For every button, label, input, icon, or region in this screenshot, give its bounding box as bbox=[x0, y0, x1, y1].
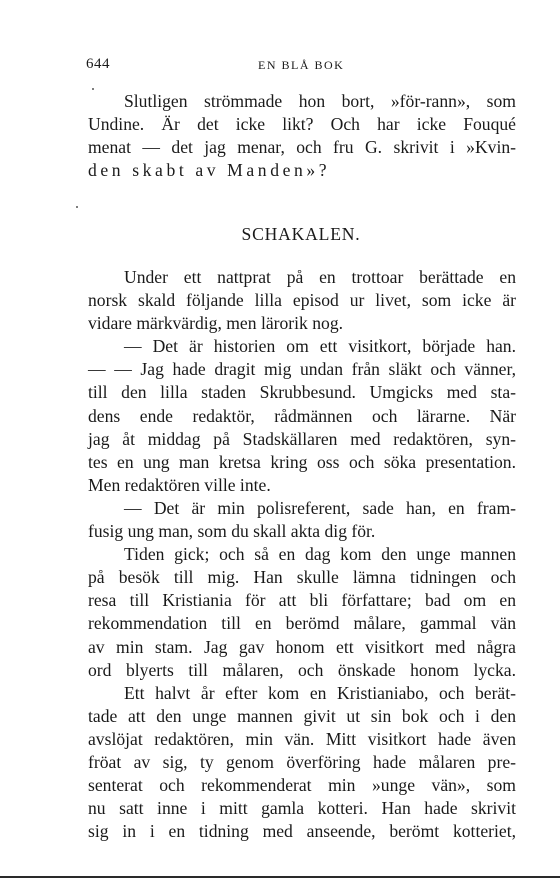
page-bottom-edge bbox=[0, 876, 560, 878]
chapter-title: SCHAKALEN. bbox=[241, 224, 361, 244]
print-speck bbox=[76, 206, 78, 208]
text-line: vidare märkvärdig, men lärorik nog. bbox=[88, 313, 344, 334]
text-line: norsk skald följande lilla episod ur livet, som icke är bbox=[88, 290, 516, 311]
text-line: på besök till mig. Han skulle lämna tidningen och bbox=[88, 567, 516, 588]
running-title: EN BLÅ BOK bbox=[258, 58, 345, 72]
passage-undine bbox=[88, 90, 516, 182]
text-line: tes en ung man kretsa kring oss och söka presentation. bbox=[88, 451, 516, 472]
text-line: nu satt inne i mitt gamla kotteri. Han hade skrivit bbox=[88, 798, 516, 819]
text-line: Slutligen strömmade hon bort, »för-rann», som bbox=[124, 91, 516, 111]
passage-schakalen bbox=[88, 266, 516, 843]
text-line: jag åt middag på Stadskällaren med redaktören, syn- bbox=[88, 428, 516, 449]
text-line: rekommendation till en berömd målare, gammal vän bbox=[88, 613, 516, 634]
page-header bbox=[0, 56, 560, 76]
text-line: resa till Kristiania för att bli författare; bad om en bbox=[88, 590, 516, 611]
text-line: fusig ung man, som du skall akta dig för. bbox=[88, 521, 376, 542]
text-line: Tiden gick; och så en dag kom den unge mannen bbox=[124, 544, 516, 565]
text-line: Ett halvt år efter kom en Kristianiabo, och berät- bbox=[124, 682, 516, 703]
text-line: avslöjat redaktören, min vän. Mitt visitkort hade även bbox=[88, 728, 516, 749]
text-line: ord blyerts till målaren, och önskade honom lycka. bbox=[88, 659, 516, 680]
text-line: — — Jag hade dragit mig undan från släkt och vänner, bbox=[88, 359, 516, 380]
text-line: — Det är historien om ett visitkort, började han. bbox=[124, 336, 516, 357]
print-speck bbox=[92, 88, 94, 90]
text-line: senterat och rekommenderat min »unge vän», som bbox=[88, 775, 516, 796]
text-line: Under ett nattprat på en trottoar berättade en bbox=[124, 267, 516, 287]
text-line: av min stam. Jag gav honom ett visitkort med några bbox=[88, 636, 516, 657]
text-line: den skabt av Manden»? bbox=[88, 160, 331, 181]
text-line: till den lilla staden Skrubbesund. Umgicks med sta- bbox=[88, 382, 516, 403]
text-line: fröat av sig, ty genom överföring hade målaren pre- bbox=[88, 751, 516, 772]
text-line: tade att den unge mannen givit ut sin bok och i den bbox=[88, 705, 516, 726]
text-line: sig in i en tidning med anseende, berömt kotteriet, bbox=[88, 821, 516, 842]
page-number: 644 bbox=[86, 56, 110, 72]
text-line: — Det är min polisreferent, sade han, en fram- bbox=[124, 497, 516, 518]
text-line: Men redaktören ville inte. bbox=[88, 474, 271, 495]
text-line: Undine. Är det icke likt? Och har icke Fouqué bbox=[88, 114, 516, 135]
text-line: dens ende redaktör, rådmännen och lärarne. När bbox=[88, 405, 516, 426]
text-line: menat — det jag menar, och fru G. skrivit i »Kvin- bbox=[88, 137, 516, 158]
